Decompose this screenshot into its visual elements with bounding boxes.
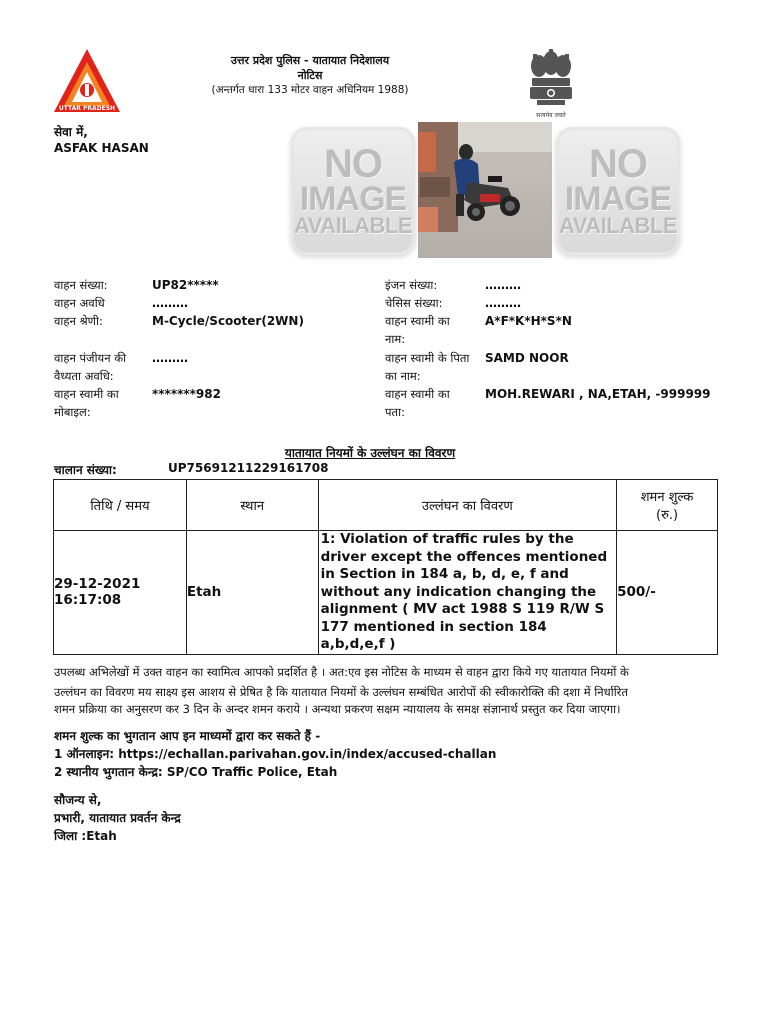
svg-text:सत्यमेव जयते: सत्यमेव जयते	[536, 112, 566, 119]
violation-photo	[418, 122, 552, 258]
column-header-fee	[617, 480, 718, 531]
engine-number-label: इंजन संख्या:	[385, 278, 438, 292]
notice-text-line-3: शमन प्रक्रिया का अनुसरण कर 3 दिन के अन्दर शमन कराये । अन्यथा प्रकरण सक्षम न्यायालय के समक्ष संज्ञानार्थ प्रस्तुत कर दिया जाएगा।	[54, 702, 621, 716]
owner-address-label-1: वाहन स्वामी का	[385, 387, 450, 401]
column-header-place: स्थान	[186, 480, 318, 531]
notice-text-line-1: उपलब्ध अभिलेखों में उक्त वाहन का स्वामित्व आपको प्रदर्शित है । अत:एव इस नोटिस के माध्यम से वाहन द्वारा किये गए यातायात नियमों के	[54, 665, 629, 679]
challan-number-label: चालान संख्या:	[54, 463, 117, 477]
owner-father-label-1: वाहन स्वामी के पिता	[385, 351, 470, 365]
national-emblem-icon	[527, 46, 575, 122]
registration-validity-label-1: वाहन पंजीयन की	[54, 351, 127, 365]
owner-mobile-label-2: मोबाइल:	[54, 405, 91, 419]
vehicle-number-label: वाहन संख्या:	[54, 278, 108, 292]
officer-designation: प्रभारी, यातायात प्रवर्तन केन्द्र	[54, 811, 181, 825]
challan-number-value: UP75691211229161708	[168, 461, 329, 475]
salutation: सेवा में,	[54, 125, 88, 139]
owner-name-label-1: वाहन स्वामी का	[385, 314, 450, 328]
no-image-placeholder-2: NO IMAGE AVAILABLE	[556, 127, 680, 255]
table-row	[54, 531, 718, 655]
header-act-reference: (अन्तर्गत धारा 133 मोटर वाहन अधिनियम 1988)	[211, 84, 409, 96]
column-header-description: उल्लंघन का विवरण	[318, 480, 617, 531]
column-header-datetime: तिथि / समय	[54, 480, 187, 531]
owner-father-label-2: का नाम:	[385, 369, 421, 383]
notice-text-line-2: उल्लंघन का विवरण मय साक्ष्य इस आशय से प्रेषित है कि यातायात नियमों के उल्लंघन सम्बंधित आरोपों की स्वीकारोक्ति की दशा में निर्धारित	[54, 685, 628, 699]
no-image-placeholder-1: NO IMAGE AVAILABLE	[291, 127, 415, 255]
fee-header-line-2: (रु.)	[656, 508, 679, 523]
violation-section-title: यातायात नियमों के उल्लंघन का विवरण	[284, 446, 456, 460]
owner-name-value: A*F*K*H*S*N	[485, 314, 572, 328]
registration-validity-value: ………	[152, 351, 188, 365]
header-subtitle: नोटिस	[297, 69, 323, 82]
fee-header-line-1: शमन शुल्क	[640, 490, 694, 505]
district-name: जिला :Etah	[54, 829, 117, 843]
violation-time: 16:17:08	[54, 592, 122, 609]
courtesy-line: सौजन्य से,	[54, 793, 102, 807]
violation-description: 1: Violation of traffic rules by the driver except the offences mentioned in Section in 184 a, b, d, e, f and without any indication changing the alignment ( MV act 1988 S 119 R/W S 177 mentioned in section 184 a,b,d,e,f )	[318, 531, 617, 655]
owner-address-value: MOH.REWARI , NA,ETAH, -999999	[485, 387, 711, 401]
violation-table	[53, 479, 718, 655]
table-header-row	[54, 480, 718, 531]
chassis-number-label: चेसिस संख्या:	[385, 296, 443, 310]
registration-validity-label-2: वैध्यता अवधि:	[54, 369, 114, 383]
owner-mobile-value: *******982	[152, 387, 221, 401]
engine-number-value: ………	[485, 278, 521, 292]
recipient-name: ASFAK HASAN	[54, 141, 149, 155]
owner-name-label-2: नाम:	[385, 332, 406, 346]
payment-local-center: 2 स्थानीय भुगतान केन्द्र: SP/CO Traffic Police, Etah	[54, 765, 338, 779]
violation-fee: 500/-	[617, 531, 718, 655]
payment-online-link[interactable]: 1 ऑनलाइन: https://echallan.parivahan.gov.in/index/accused-challan	[54, 747, 497, 761]
svg-text:UTTAR PRADESH: UTTAR PRADESH	[58, 105, 116, 112]
header-title: उत्तर प्रदेश पुलिस - यातायात निदेशालय	[230, 54, 390, 67]
violation-date: 29-12-2021	[54, 576, 141, 593]
vehicle-class-label: वाहन श्रेणी:	[54, 314, 103, 328]
vehicle-number-value: UP82*****	[152, 278, 219, 292]
vehicle-period-value: ………	[152, 296, 188, 310]
vehicle-class-value: M-Cycle/Scooter(2WN)	[152, 314, 304, 328]
vehicle-period-label: वाहन अवधि	[54, 296, 105, 310]
owner-address-label-2: पता:	[385, 405, 405, 419]
violation-place: Etah	[186, 531, 318, 655]
owner-mobile-label-1: वाहन स्वामी का	[54, 387, 119, 401]
traffic-directorate-logo	[52, 46, 122, 116]
violation-datetime	[54, 531, 187, 655]
payment-heading: शमन शुल्क का भुगतान आप इन माध्यमों द्वारा कर सकते हैं -	[54, 729, 321, 743]
chassis-number-value: ………	[485, 296, 521, 310]
owner-father-value: SAMD NOOR	[485, 351, 569, 365]
